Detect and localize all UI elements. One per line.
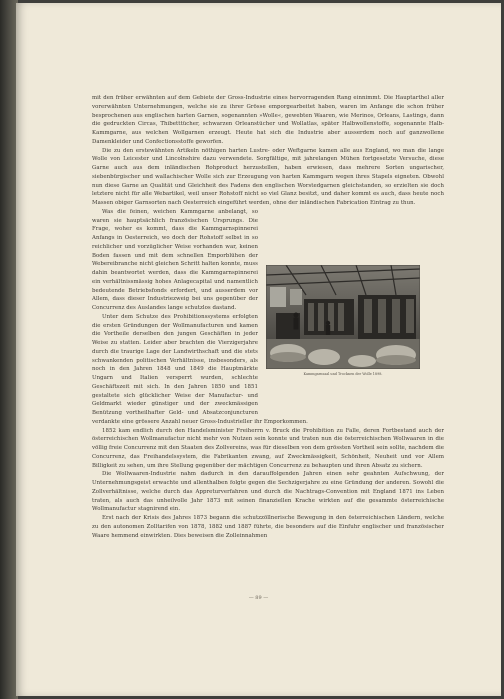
- page-number: — 89 —: [248, 595, 269, 601]
- figure-caption: Kammgarnsaal und Trocknen der Wolle 1898.: [303, 372, 383, 376]
- paragraph: Die Wollwaaren-Industrie nahm dadurch in den darauffolgenden Jahren einen sehr geahnten Aufschwung, der Unternehmungsgeist erwachte und allenthalben folgte gegen die Sechzigerjahre zu eine Gründung der anderen. Sowohl die Zollverhältnisse, welche durch das Appreturverfahren und durch die Nachtrags-Convention mit England 1871 ins Leben traten, als auch das unheilvolle Jahr 1873 mit seinen finanziellen Krache wirkten auf die gesammte österreichische Wollmanufactur stagnirend ein.: [92, 471, 444, 513]
- figure-spacer: [264, 265, 444, 411]
- paragraph: Die zu den erstewähnten Artikeln nöthigen harten Lustre- oder Weftgarne kamen alle aus England, wo man die lange Wolle von Leicester und Lincolnshire dazu verwendete. Sorgfältige, mit jahrelangen Mühen fortgesetzte Versuche, diese Garne auch aus dem inländischen Rohproduct herzustellen, haben erwiesen, dass mehrere Sorten ungarischer, siebenbürgischer und wallachischer Wolle sich zur Erzeugung von harten Kammgarn wegen ihres Stapels eigneten. Obwohl nun diese Garne an Qualität und Gleichheit des Fadens den englischen Worstedgarnen gleichstanden, so erzielten sie doch letztere nicht für alle Webartikel, weil unser Rohstoff nicht so viel Glanz besitzt, und daher kommt es auch, dass heute noch Massen obiger Garnsorten nach Oesterreich eingeführt werden, ohne der inländischen Fabrication Eintrag zu thun.: [92, 147, 444, 206]
- body-text: [92, 94, 444, 540]
- paragraph: Was die feinen, weichen Kammgarne anbelangt, so waren sie hauptsächlich französischen Ursprungs. Die Frage, woher es kommt, dass die Kammgarnspinnerei Anfangs in Oesterreich, wo doch der Rohstoff selbst in so reichlicher und vorzüglicher Weise vorhanden war, keinen Boden fassen und mit dem schnellen Emporblühen der Webereibranche nicht gleichen Schritt halten konnte, muss dahin beantwortet werden, dass die Kammgarnspinnerei ein verhältnissmässig hohes Anlagecapital und namentlich bedeutende Betriebsfonds erfordert, und ausserdem vor Allem, dass dieser Industriezweig bei uns gegenüber der Concurrenz des Auslandes lange schutzlos dastand.: [92, 208, 258, 311]
- book-page: [16, 3, 501, 696]
- paragraph: Unter dem Schutze des Prohibitionssystems erfolgten die ersten Gründungen der Wollmanufacturen und kamen die Vortheile derselben den jungen Geschäften in jeder Weise zu statten. Leider aber brachten die Vierzigerjahre durch die traurige Lage der Landwirthschaft und die stets schwankenden politischen Verhältnisse, insbesonders, als noch in den Jahren 1848 und 1849 die Hauptmärkte Ungarn und Italien versperrt wurden, schlechte Geschäftszeit mit sich. In den Jahren 1850 und 1851 gestaltete sich glücklicher Weise der Manufactur- und Geldmarkt wieder günstiger und der zweckmässigen Benützung vortheilhafter Geld- und Absatzconjuncturen verdankte eine grössere Anzahl neuer Gross-Industrieller ihr Emporkommen.: [92, 313, 308, 425]
- paragraph: mit den früher erwähnten auf dem Gebiete der Gross-Industrie eines hervorragenden Rang einnimmt. Die Hauptarthel aller vorerwähnten Unternehmungen, welche sie zu ihrer Grösse emporgearbeitet haben, waren im Anfange die schon früher besprochenen aus englischen harten Garnen, sogenannten »Wolle«, gewebten Waaren, wie Merinos, Orleans, Lastings, dann die gedruckten Circas, Thibetttücher, schwarzen Orleanstücher und Wollatlas, später Halbwollenstoffe, sogenannte Halb-Kammgarne, aus welchen Wollgarnen erzeugt. Heute hat sich die Industrie aber ausserdem noch auf ganzwollene Damenkleider und Confectionsstoffe geworfen.: [92, 95, 444, 145]
- paragraph: Erst nach der Krisis des Jahres 1873 begann die schutzzöllnerische Bewegung in den österreichischen Ländern, welche zu den autonomen Zolltarifen von 1878, 1882 und 1887 führte, die besonders auf die Einfuhr englischer und französischer Waare hemmend einwirkten. Dies beweisen die Zolleinnahmen: [92, 515, 444, 539]
- paragraph: 1852 kam endlich durch den Handelsminister Freiherrn v. Bruck die Prohibition zu Falle, deren Fortbestand auch der österreichischen Wollmanufactur nicht mehr von Nutzen sein konnte und traten nun die österreichischen Wollwaaren in die völlig freie Concurrenz mit den Staaten des Zollvereins, was für dieselben von dem grössten Vortheil sein sollte, nachdem die Concurrenz, das Freihandelssystem, die Fabrikanten zwang, auf Zweckmässigkeit, Schönheit, Neuheit und vor Allem Billigkeit zu sehen, um ihre Stellung gegenüber der mächtigen Concurrenz zu behaupten und ihren Absatz zu sichern.: [92, 427, 444, 469]
